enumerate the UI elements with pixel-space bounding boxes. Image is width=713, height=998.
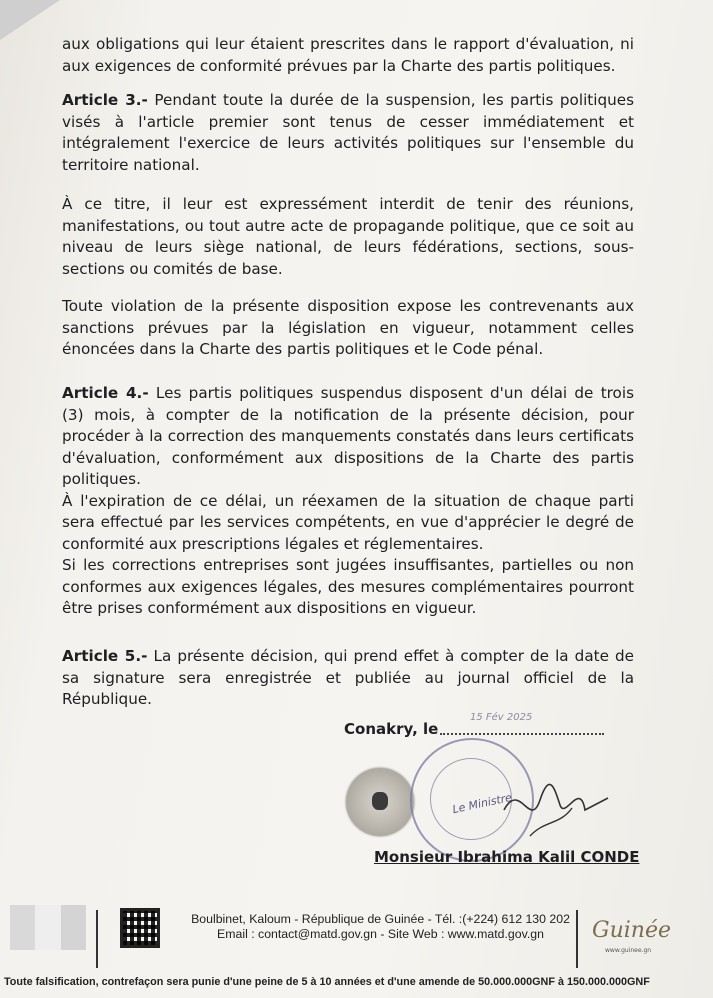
flag-stripe-3 <box>61 905 86 950</box>
page-corner-shadow <box>0 0 60 40</box>
footer-divider-left <box>96 910 98 968</box>
article-3-prohibition-text: À ce titre, il leur est expressément interdit de tenir des réunions, manifestations, ou tout autre acte de propagande politique, que ce soit au niveau de leurs siège national, de leurs fédérations, sections, sous-sections ou comités de base. <box>62 195 634 278</box>
handwritten-date: 15 Fév 2025 <box>470 712 533 723</box>
guinee-logo: Guinée <box>592 918 671 943</box>
article-5 <box>62 646 634 711</box>
article-5-paragraph <box>62 646 634 711</box>
article-4-paragraph <box>62 383 634 491</box>
handwritten-signature-icon <box>500 770 610 840</box>
signature-place: Conakry, le <box>344 720 439 738</box>
stamp-text: Le Ministre <box>451 790 514 817</box>
article-3-paragraph <box>62 90 634 176</box>
article-4-text: Les partis politiques suspendus disposent d'un délai de trois (3) mois, à compter de la notification de la présente décision, pour procéder à la correction des manquements constatés dans leurs certificats d'évaluation, conformément aux dispositions de la Charte des partis politiques. <box>62 384 634 488</box>
article-5-text: La présente décision, qui prend effet à compter de la date de sa signature sera enregistrée et publiée au journal officiel de la République. <box>62 647 634 708</box>
signer-name: Monsieur Ibrahima Kalil CONDE <box>374 848 640 866</box>
footer-address: Boulbinet, Kaloum - République de Guinée - Tél. :(+224) 612 130 202 <box>191 912 570 926</box>
article-4-measures-text: Si les corrections entreprises sont jugées insuffisantes, partielles ou non conformes aux exigences légales, des mesures complémentaires pourront être prises conformément aux dispositions en vigueur. <box>62 556 634 617</box>
flag-stripe-2 <box>35 905 60 950</box>
date-dotted-line <box>440 733 604 735</box>
article-3-paragraph-2 <box>62 194 634 280</box>
article-3-text: Pendant toute la durée de la suspension, les partis politiques visés à l'article premier sont tenus de cesser immédiatement et intégralement l'exercice de leurs activités politiques sur l'ensemble du territoire national. <box>62 91 634 174</box>
official-seal-icon <box>346 768 414 836</box>
article-4 <box>62 383 634 620</box>
intro-text: aux obligations qui leur étaient prescrites dans le rapport d'évaluation, ni aux exigences de conformité prévues par la Charte des partis politiques. <box>62 35 634 75</box>
forgery-warning: Toute falsification, contrefaçon sera punie d'une peine de 5 à 10 années et d'une amende de 50.000.000GNF à 150.000.000GNF <box>4 976 650 988</box>
footer-address-block <box>188 912 573 942</box>
flag-stripe-1 <box>10 905 35 950</box>
article-4-label: Article 4.- <box>62 384 149 402</box>
guinea-flag-icon <box>10 905 86 950</box>
qr-code-icon <box>120 908 160 948</box>
article-3 <box>62 90 634 176</box>
article-3-paragraph-3 <box>62 296 634 361</box>
footer-divider-right <box>576 910 578 968</box>
paragraph-intro-continuation <box>62 34 634 77</box>
guinee-logo-subtitle: www.guinee.gn <box>605 947 652 954</box>
footer-contact: Email : contact@matd.gov.gn - Site Web : www.matd.gov.gn <box>217 927 544 941</box>
article-4-reexamination-text: À l'expiration de ce délai, un réexamen de la situation de chaque parti sera effectué par les services compétents, en vue d'apprécier le degré de conformité aux prescriptions légales et réglementaires. <box>62 491 634 553</box>
article-3-sanctions-text: Toute violation de la présente disposition expose les contrevenants aux sanctions prévues par la législation en vigueur, notamment celles énoncées dans la Charte des partis politiques et le Code pénal. <box>62 297 634 358</box>
article-3-label: Article 3.- <box>62 91 148 109</box>
article-5-label: Article 5.- <box>62 647 148 665</box>
